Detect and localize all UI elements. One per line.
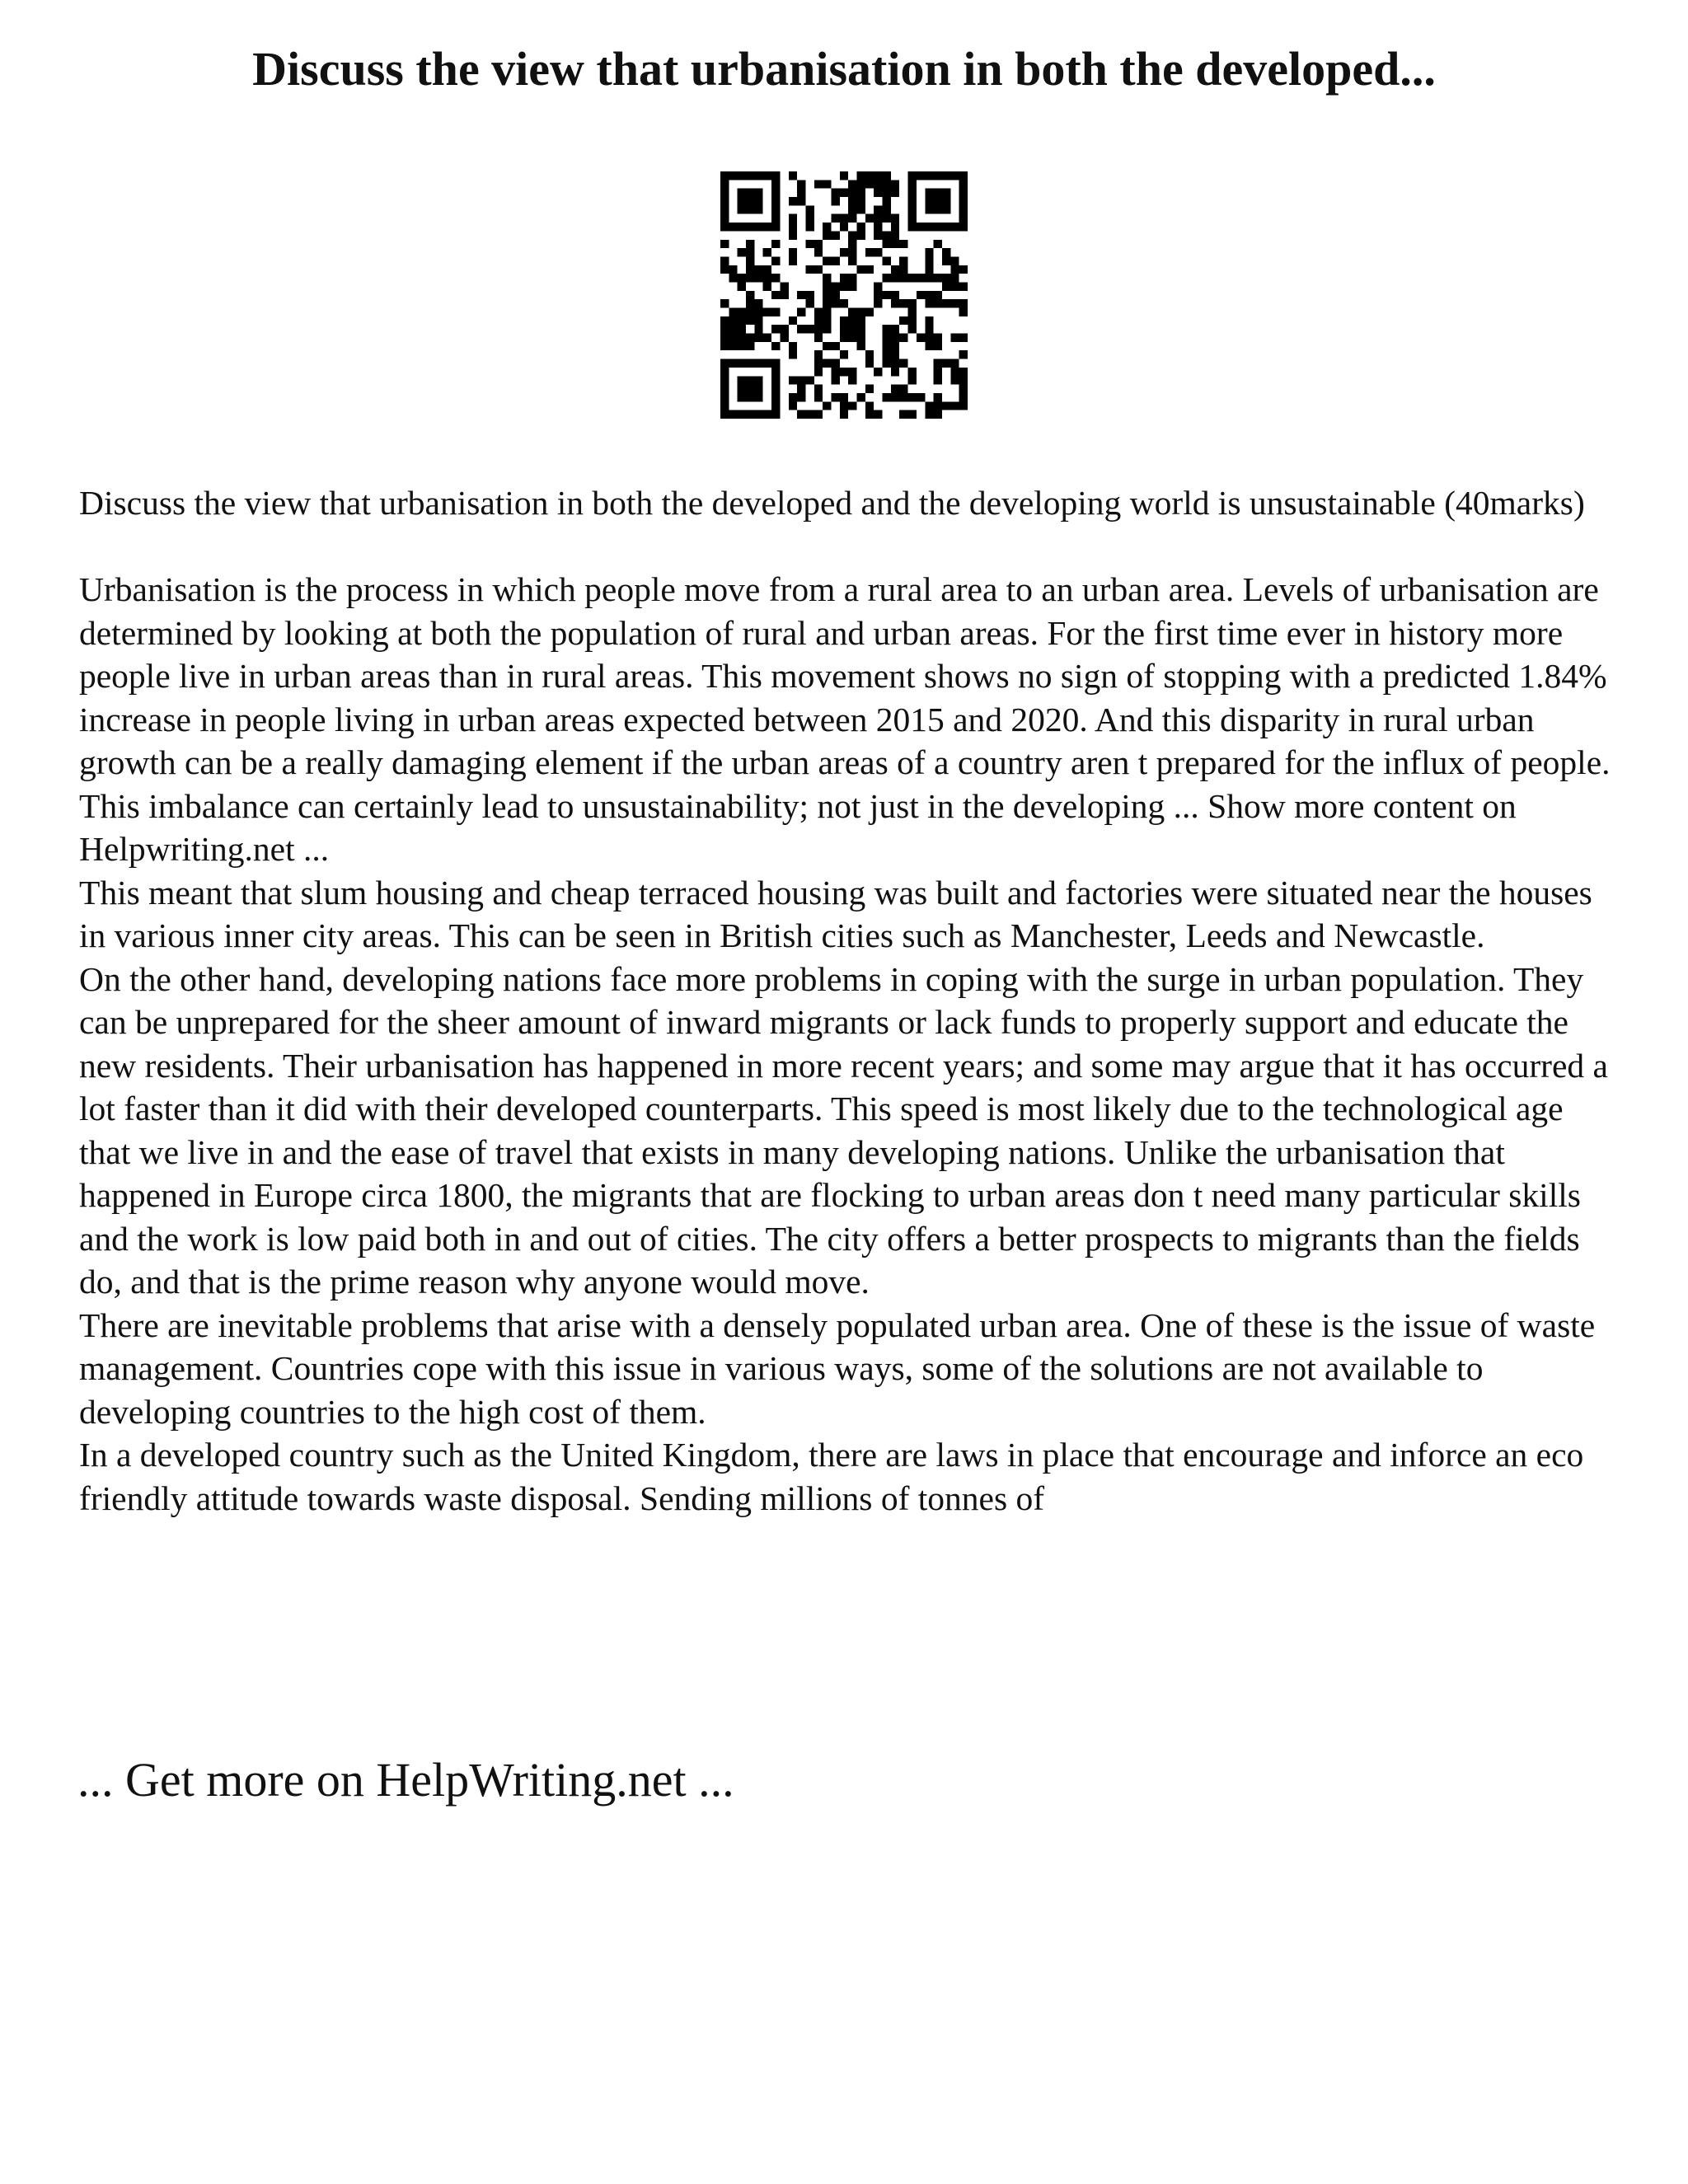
paragraph-united-kingdom: In a developed country such as the United Kingdom, there are laws in place that encourage and inforce an eco friendly attitude towards waste disposal. Sending millions of tonnes of — [79, 1436, 1584, 1517]
page-title: Discuss the view that urbanisation in both the developed... — [252, 42, 1436, 96]
get-more-link[interactable]: ... Get more on HelpWriting.net ... — [77, 1753, 734, 1807]
paragraph-intro: Urbanisation is the process in which people move from a rural area to an urban area. Levels of urbanisation are determined by looking at both the population of rural and urban areas. For the first time ever in history more people live in urban areas than in rural areas. This movement shows no sign of stopping with a predicted 1.84% increase in people living in urban areas expected between 2015 and 2020. And this disparity in rural urban growth can be a really damaging element if the urban areas of a country aren t prepared for the influx of people. — [79, 570, 1611, 781]
document-body — [79, 481, 1620, 1520]
paragraph-imbalance: This imbalance can certainly lead to unsustainability; not just in the developing ... Show more content on Helpwriting.net ... — [79, 786, 1517, 868]
paragraph-slum-housing: This meant that slum housing and cheap terraced housing was built and factories were situated near the houses in various inner city areas. This can be seen in British cities such as Manchester, Leeds and Newcastle. — [79, 873, 1592, 954]
question-text: Discuss the view that urbanisation in both the developed and the developing world is unsustainable (40marks) — [79, 484, 1585, 522]
paragraph-waste-management: There are inevitable problems that arise with a densely populated urban area. One of these is the issue of waste management. Countries cope with this issue in various ways, some of the solutions are not available to developing countries to the high cost of them. — [79, 1305, 1596, 1431]
paragraph-developing-nations: On the other hand, developing nations face more problems in coping with the surge in urban population. They can be unprepared for the sheer amount of inward migrants or lack funds to properly support and educate the new residents. Their urbanisation has happened in more recent years; and some may argue that it has occurred a lot faster than it did with their developed counterparts. This speed is most likely due to the technological age that we live in and the ease of travel that exists in many developing nations. Unlike the urbanisation that happened in Europe circa 1800, the migrants that are flocking to urban areas don t need many particular skills and the work is low paid both in and out of cities. The city offers a better prospects to migrants than the fields do, and that is the prime reason why anyone would move. — [79, 959, 1608, 1301]
qr-code-icon — [720, 171, 968, 419]
